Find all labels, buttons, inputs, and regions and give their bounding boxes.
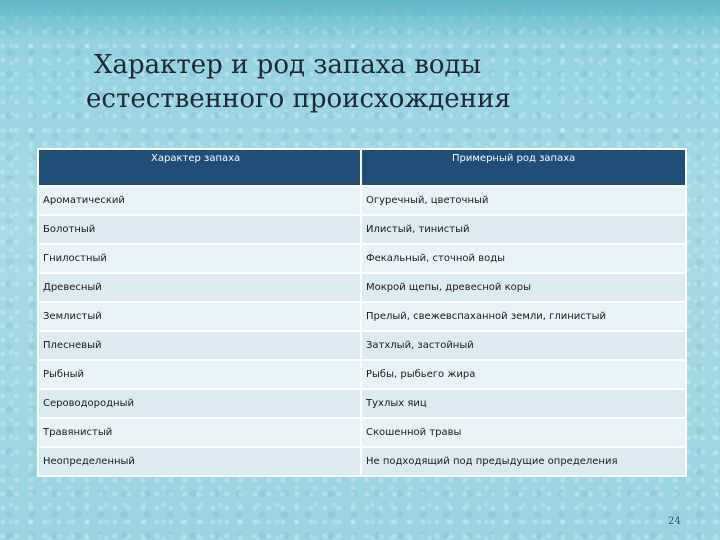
header-odor-kind: Примерный род запаха	[361, 149, 686, 186]
odor-kind-cell: Скошенной травы	[361, 418, 686, 447]
odor-character-cell: Травянистый	[38, 418, 361, 447]
odor-kind-cell: Илистый, тинистый	[361, 215, 686, 244]
table-row	[38, 389, 686, 418]
odor-kind-cell: Затхлый, застойный	[361, 331, 686, 360]
odor-character-cell: Сероводородный	[38, 389, 361, 418]
odor-character-cell: Плесневый	[38, 331, 361, 360]
table-row	[38, 360, 686, 389]
top-wave-band	[0, 0, 720, 40]
table-row	[38, 418, 686, 447]
table-row	[38, 215, 686, 244]
odor-kind-cell: Рыбы, рыбьего жира	[361, 360, 686, 389]
odor-character-cell: Болотный	[38, 215, 361, 244]
table-row	[38, 447, 686, 476]
odor-kind-cell: Прелый, свежевспаханной земли, глинистый	[361, 302, 686, 331]
odor-character-cell: Землистый	[38, 302, 361, 331]
slide-title-line-2: естественного происхождения	[86, 84, 511, 114]
odor-character-cell: Ароматический	[38, 186, 361, 215]
odor-kind-cell: Тухлых яиц	[361, 389, 686, 418]
odor-kind-cell: Фекальный, сточной воды	[361, 244, 686, 273]
table-row	[38, 186, 686, 215]
odor-kind-cell: Не подходящий под предыдущие определения	[361, 447, 686, 476]
odor-kind-cell: Мокрой щепы, древесной коры	[361, 273, 686, 302]
odor-character-cell: Рыбный	[38, 360, 361, 389]
slide-title-line-1: Характер и род запаха воды	[94, 50, 482, 80]
odor-character-cell: Неопределенный	[38, 447, 361, 476]
slide-title	[86, 48, 646, 116]
header-odor-character: Характер запаха	[38, 149, 361, 186]
table-row	[38, 302, 686, 331]
table-row	[38, 331, 686, 360]
odor-character-cell: Гнилостный	[38, 244, 361, 273]
odor-character-cell: Древесный	[38, 273, 361, 302]
table-row	[38, 244, 686, 273]
page-number: 24	[668, 516, 681, 527]
odor-table	[37, 148, 687, 477]
table-header-row	[38, 149, 686, 186]
table-row	[38, 273, 686, 302]
odor-kind-cell: Огуречный, цветочный	[361, 186, 686, 215]
